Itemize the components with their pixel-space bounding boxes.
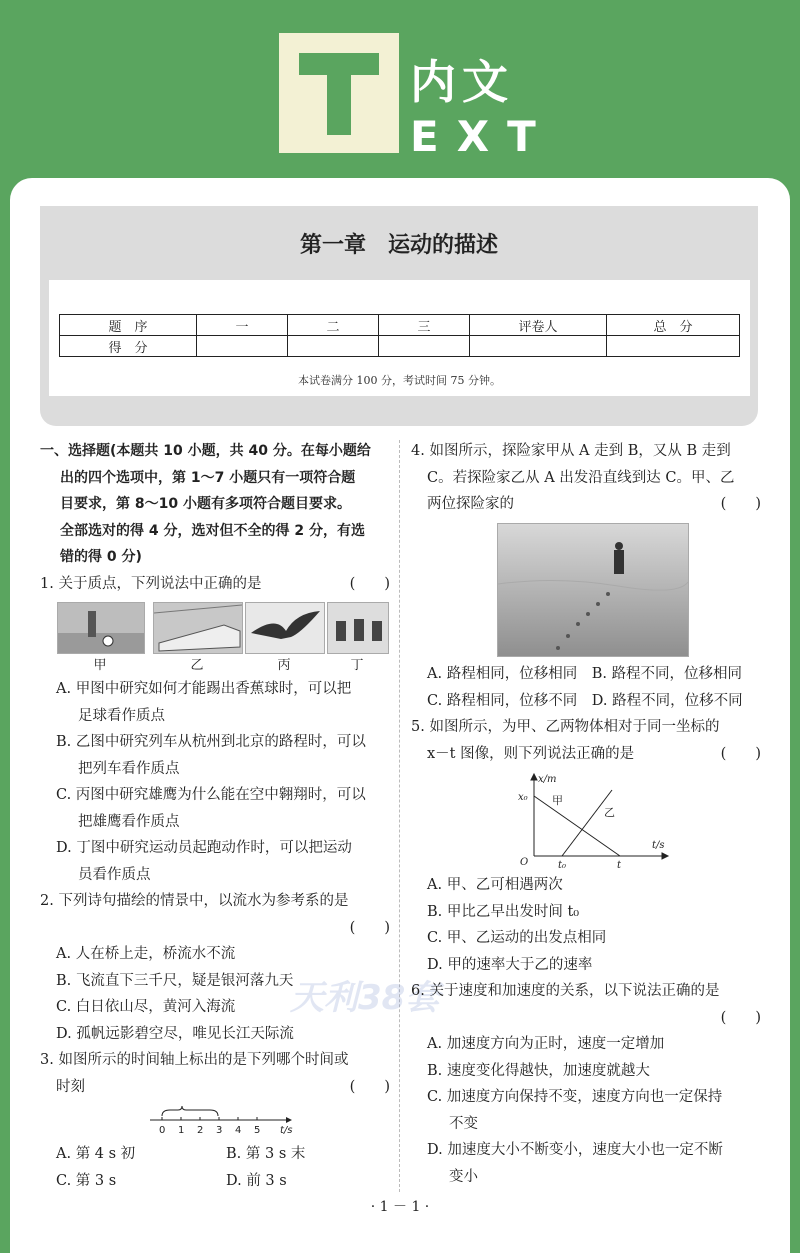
q5-stem: 5. 如图所示，为甲、乙两物体相对于同一坐标的 xyxy=(411,719,720,735)
score-table xyxy=(59,314,740,357)
axis-tick-3: 3 xyxy=(216,1125,223,1136)
graph-label-jia: 甲 xyxy=(552,794,563,807)
score-header-cell: 评卷人 xyxy=(470,315,607,336)
caption-bing: 丙 xyxy=(277,658,291,673)
column-divider xyxy=(399,440,400,1192)
answer-paren[interactable]: ( ) xyxy=(720,496,761,512)
axis-tick-1: 1 xyxy=(178,1125,185,1136)
score-header-cell: 二 xyxy=(288,315,379,336)
q1-option-c[interactable]: C. 丙图中研究雄鹰为什么能在空中翱翔时，可以 xyxy=(56,787,366,803)
q5-xt-graph xyxy=(512,770,672,870)
axis-tick-4: 4 xyxy=(235,1125,242,1136)
photo-jia-football xyxy=(57,602,145,654)
q6-stem: 6. 关于速度和加速度的关系，以下说法正确的是 xyxy=(411,983,720,999)
logo-t-icon xyxy=(279,33,399,153)
score-header-cell: 三 xyxy=(379,315,470,336)
q3-stem-text: 时刻 xyxy=(56,1078,85,1095)
section-heading: 一、选择题(本题共 10 小题，共 40 分。在每小题给 xyxy=(40,443,371,459)
answer-paren[interactable]: ( ) xyxy=(349,919,390,936)
score-header-cell: 一 xyxy=(197,315,288,336)
q1-option-c-cont: 把雄鹰看作质点 xyxy=(78,813,180,830)
q2-option-d[interactable]: D. 孤帆远影碧空尽，唯见长江天际流 xyxy=(56,1025,294,1042)
q3-stem-cont xyxy=(40,1074,390,1101)
q2-option-c[interactable]: C. 白日依山尽，黄河入海流 xyxy=(56,999,236,1015)
q6-option-d[interactable]: D. 加速度大小不断变小，速度大小也一定不断 xyxy=(427,1142,723,1158)
q2-stem: 2. 下列诗句描绘的情景中，以流水为参考系的是 xyxy=(40,893,349,909)
answer-paren[interactable]: ( ) xyxy=(720,745,761,762)
q1-option-a[interactable]: A. 甲图中研究如何才能踢出香蕉球时，可以把 xyxy=(56,681,352,697)
q4-options-cd[interactable]: C. 路程相同，位移不同 D. 路程不同，位移不同 xyxy=(427,692,743,709)
graph-t: t xyxy=(617,860,622,870)
q4-stem: 4. 如图所示，探险家甲从 A 走到 B，又从 B 走到 xyxy=(411,443,731,459)
q5-option-a[interactable]: A. 甲、乙可相遇两次 xyxy=(427,877,563,893)
q5-option-c[interactable]: C. 甲、乙运动的出发点相同 xyxy=(427,930,607,946)
q3-time-axis xyxy=(148,1104,308,1136)
q3-option-a[interactable]: A. 第 4 s 初 xyxy=(56,1146,136,1162)
chapter-title: 第一章 运动的描述 xyxy=(299,232,498,258)
answer-paren[interactable]: ( ) xyxy=(720,1009,761,1026)
q5-stem-cont xyxy=(411,741,761,768)
q2-option-a[interactable]: A. 人在桥上走，桥流水不流 xyxy=(56,946,236,962)
answer-paren[interactable]: ( ) xyxy=(349,1078,390,1095)
q1-option-b-cont: 把列车看作质点 xyxy=(78,760,180,777)
q5-option-d[interactable]: D. 甲的速率大于乙的速率 xyxy=(427,956,593,973)
score-cell[interactable] xyxy=(288,336,379,357)
q3-option-b[interactable]: B. 第 3 s 末 xyxy=(226,1146,306,1162)
caption-jia: 甲 xyxy=(93,658,107,673)
section-line: 出的四个选项中，第 1～7 小题只有一项符合题 xyxy=(60,469,356,486)
q1-stem-text: 1. 关于质点，下列说法中正确的是 xyxy=(40,575,262,592)
logo-english: EXT xyxy=(410,112,554,161)
logo-box xyxy=(279,33,399,153)
q6-option-c[interactable]: C. 加速度方向保持不变，速度方向也一定保持 xyxy=(427,1089,723,1105)
logo-chinese: 内文 xyxy=(410,55,514,109)
photo-ding-runners xyxy=(327,602,389,654)
score-cell[interactable] xyxy=(607,336,740,357)
score-cell[interactable] xyxy=(197,336,288,357)
axis-tick-0: 0 xyxy=(159,1125,166,1136)
q1-option-d[interactable]: D. 丁图中研究运动员起跑动作时，可以把运动 xyxy=(56,840,352,856)
graph-x0: x₀ xyxy=(518,792,528,803)
section-line: 错的得 0 分) xyxy=(60,549,142,565)
graph-xlabel: t/s xyxy=(652,840,665,851)
section-line: 目要求，第 8～10 小题有多项符合题目要求。 xyxy=(60,496,351,512)
q5-option-b[interactable]: B. 甲比乙早出发时间 t₀ xyxy=(427,903,580,920)
q4-stem-cont2 xyxy=(411,491,761,518)
left-column xyxy=(40,438,390,597)
q1-option-a-cont: 足球看作质点 xyxy=(78,707,165,724)
q4-stem-cont: C。若探险家乙从 A 出发沿直线到达 C。甲、乙 xyxy=(427,469,735,486)
graph-ylabel: x/m xyxy=(538,774,557,785)
exam-note: 本试卷满分 100 分，考试时间 75 分钟。 xyxy=(298,374,501,387)
page-number: · 1 － 1 · xyxy=(370,1199,430,1215)
q3-option-c[interactable]: C. 第 3 s xyxy=(56,1172,117,1189)
right-column-lower xyxy=(411,872,761,1190)
right-column-continued xyxy=(411,661,761,767)
q1-option-d-cont: 员看作质点 xyxy=(78,866,151,883)
caption-ding: 丁 xyxy=(350,658,364,673)
score-row-label: 得 分 xyxy=(60,336,197,357)
q3-option-d[interactable]: D. 前 3 s xyxy=(226,1172,287,1189)
caption-yi: 乙 xyxy=(190,658,204,673)
score-header-cell: 总 分 xyxy=(607,315,740,336)
q6-option-a[interactable]: A. 加速度方向为正时，速度一定增加 xyxy=(427,1036,665,1052)
q6-option-b[interactable]: B. 速度变化得越快，加速度就越大 xyxy=(427,1062,650,1079)
left-column-continued xyxy=(40,676,390,1100)
axis-tick-2: 2 xyxy=(197,1125,204,1136)
photo-explorer-beach xyxy=(497,523,689,657)
watermark: 天利38套 xyxy=(290,978,440,1018)
q6-option-d-cont: 变小 xyxy=(449,1168,478,1185)
q2-option-b[interactable]: B. 飞流直下三千尺，疑是银河落九天 xyxy=(56,972,294,989)
q5-stem-text: x－t 图像，则下列说法正确的是 xyxy=(427,745,635,762)
score-cell[interactable] xyxy=(470,336,607,357)
photo-bing-eagle xyxy=(245,602,325,654)
answer-paren[interactable]: ( ) xyxy=(349,575,390,592)
photo-yi-train xyxy=(153,602,243,654)
graph-t0: t₀ xyxy=(558,860,567,870)
q1-stem xyxy=(40,571,390,598)
axis-unit: t/s xyxy=(280,1125,293,1136)
right-column xyxy=(411,438,761,518)
score-header-cell: 题 序 xyxy=(60,315,197,336)
q3-stem: 3. 如图所示的时间轴上标出的是下列哪个时间或 xyxy=(40,1052,349,1068)
graph-label-yi: 乙 xyxy=(604,806,615,819)
q3-options xyxy=(56,1141,396,1194)
q1-option-b[interactable]: B. 乙图中研究列车从杭州到北京的路程时，可以 xyxy=(56,734,366,750)
axis-tick-5: 5 xyxy=(254,1125,261,1136)
q6-option-c-cont: 不变 xyxy=(449,1115,478,1132)
graph-origin: O xyxy=(520,857,529,868)
q4-stem-text: 两位探险家的 xyxy=(427,496,514,512)
q4-options-ab[interactable]: A. 路程相同，位移相同 B. 路程不同，位移相同 xyxy=(427,666,743,682)
section-line: 全部选对的得 4 分，选对但不全的得 2 分，有选 xyxy=(60,522,365,539)
score-cell[interactable] xyxy=(379,336,470,357)
